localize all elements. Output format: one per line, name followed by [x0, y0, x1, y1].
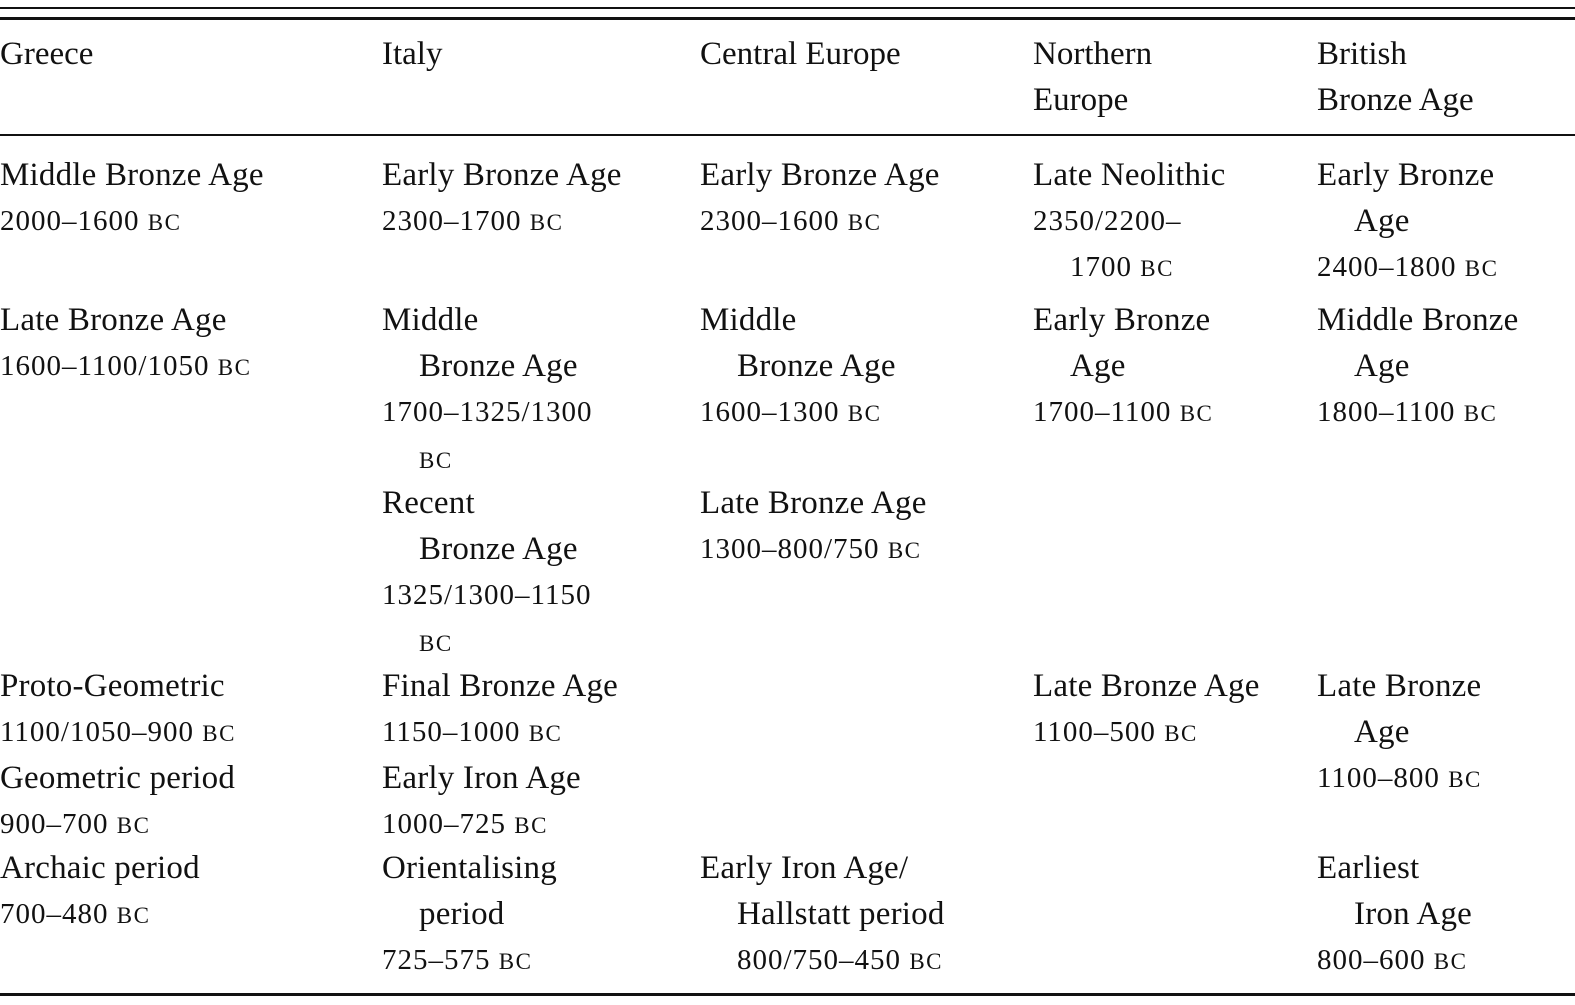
top-rule-thick [0, 17, 1575, 20]
table-cell: Middle Bronze Age 1700–1325/1300 BC [382, 302, 593, 473]
column-header-italy: Italy [382, 36, 443, 72]
table-cell: Middle Bronze Age 1800–1100 BC [1317, 302, 1519, 428]
table-cell: Geometric period 900–700 BC [0, 760, 236, 840]
table-cell: Final Bronze Age 1150–1000 BC [382, 668, 618, 748]
table-cell: Archaic period 700–480 BC [0, 850, 200, 930]
table-cell: Middle Bronze Age 2000–1600 BC [0, 157, 264, 237]
column-header-british-bronze-age: British Bronze Age [1317, 36, 1474, 118]
table-cell: Middle Bronze Age 1600–1300 BC [700, 302, 896, 428]
table-cell: Recent Bronze Age 1325/1300–1150 BC [382, 485, 592, 656]
bottom-rule [0, 993, 1575, 996]
table-cell: Late Bronze Age 1100–800 BC [1317, 668, 1482, 794]
table-cell: Late Bronze Age 1100–500 BC [1033, 668, 1260, 748]
table-cell: Late Neolithic 2350/2200– 1700 BC [1033, 157, 1226, 283]
table-cell: Early Bronze Age 2400–1800 BC [1317, 157, 1499, 283]
table-cell: Proto-Geometric 1100/1050–900 BC [0, 668, 236, 748]
column-header-northern-europe: Northern Europe [1033, 36, 1153, 118]
table-cell: Earliest Iron Age 800–600 BC [1317, 850, 1472, 976]
table-cell: Early Iron Age/ Hallstatt period 800/750–450 BC [700, 850, 945, 976]
table-cell: Early Bronze Age 1700–1100 BC [1033, 302, 1214, 428]
table-cell: Late Bronze Age 1300–800/750 BC [700, 485, 927, 565]
table-cell: Early Iron Age 1000–725 BC [382, 760, 581, 840]
table-cell: Early Bronze Age 2300–1600 BC [700, 157, 940, 237]
column-header-central-europe: Central Europe [700, 36, 901, 72]
column-header-greece: Greece [0, 36, 94, 72]
table-cell: Orientalising period 725–575 BC [382, 850, 557, 976]
top-rule-thin [0, 7, 1575, 9]
header-rule [0, 134, 1575, 136]
table-cell: Late Bronze Age 1600–1100/1050 BC [0, 302, 252, 382]
table-cell: Early Bronze Age 2300–1700 BC [382, 157, 622, 237]
